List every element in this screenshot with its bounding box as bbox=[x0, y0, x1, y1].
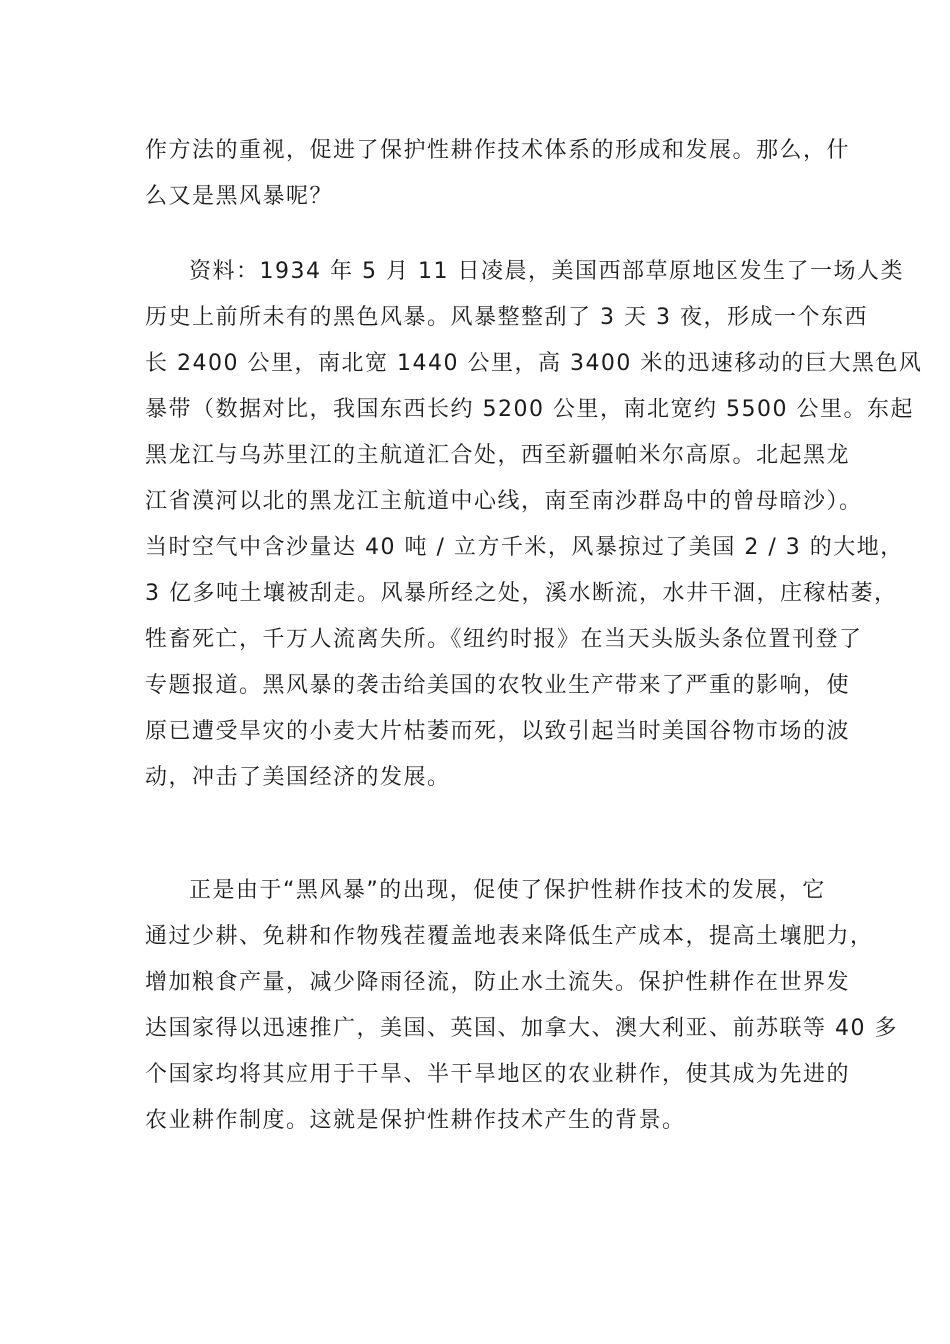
paragraph-2-line-5: 黑龙江与乌苏里江的主航道汇合处，西至新疆帕米尔高原。北起黑龙 bbox=[145, 443, 851, 468]
paragraph-2-line-4: 暴带（数据对比，我国东西长约 5200 公里，南北宽约 5500 公里。东起 bbox=[145, 397, 914, 422]
paragraph-2-line-3: 长 2400 公里，南北宽 1440 公里，高 3400 米的迅速移动的巨大黑色风 bbox=[145, 351, 923, 376]
paragraph-2-line-6: 江省漠河以北的黑龙江主航道中心线，南至南沙群岛中的曾母暗沙）。 bbox=[145, 489, 863, 514]
paragraph-2-line-10: 专题报道。黑风暴的袭击给美国的农牧业生产带来了严重的影响，使 bbox=[145, 673, 851, 698]
paragraph-3-line-2: 通过少耕、免耕和作物残茬覆盖地表来降低生产成本，提高土壤肥力， bbox=[145, 924, 874, 949]
paragraph-3-line-1: 正是由于“黑风暴”的出现，促使了保护性耕作技术的发展，它 bbox=[189, 878, 826, 903]
paragraph-2-line-1: 资料：1934 年 5 月 11 日凌晨，美国西部草原地区发生了一场人类 bbox=[189, 259, 904, 284]
paragraph-2-line-9: 牲畜死亡，千万人流离失所。《纽约时报》在当天头版头条位置刊登了 bbox=[145, 627, 863, 652]
paragraph-2-line-11: 原已遭受旱灾的小麦大片枯萎而死，以致引起当时美国谷物市场的波 bbox=[145, 719, 851, 744]
paragraph-2-line-12: 动，冲击了美国经济的发展。 bbox=[145, 765, 451, 790]
paragraph-3-line-3: 增加粮食产量，减少降雨径流，防止水土流失。保护性耕作在世界发 bbox=[145, 970, 851, 995]
paragraph-3-line-5: 个国家均将其应用于干旱、半干旱地区的农业耕作，使其成为先进的 bbox=[145, 1062, 851, 1087]
paragraph-2-line-2: 历史上前所未有的黑色风暴。风暴整整刮了 3 天 3 夜，形成一个东西 bbox=[145, 305, 868, 330]
paragraph-2-line-8: 3 亿多吨土壤被刮走。风暴所经之处，溪水断流，水井干涸，庄稼枯萎， bbox=[145, 581, 898, 606]
paragraph-3-line-6: 农业耕作制度。这就是保护性耕作技术产生的背景。 bbox=[145, 1108, 686, 1133]
paragraph-1-line-1: 作方法的重视，促进了保护性耕作技术体系的形成和发展。那么，什 bbox=[145, 138, 851, 163]
paragraph-3-line-4: 达国家得以迅速推广，美国、英国、加拿大、澳大利亚、前苏联等 40 多 bbox=[145, 1016, 898, 1041]
paragraph-2-line-7: 当时空气中含沙量达 40 吨 / 立方千米，风暴掠过了美国 2 / 3 的大地， bbox=[145, 535, 904, 560]
paragraph-1-line-2: 么又是黑风暴呢？ bbox=[145, 184, 334, 209]
